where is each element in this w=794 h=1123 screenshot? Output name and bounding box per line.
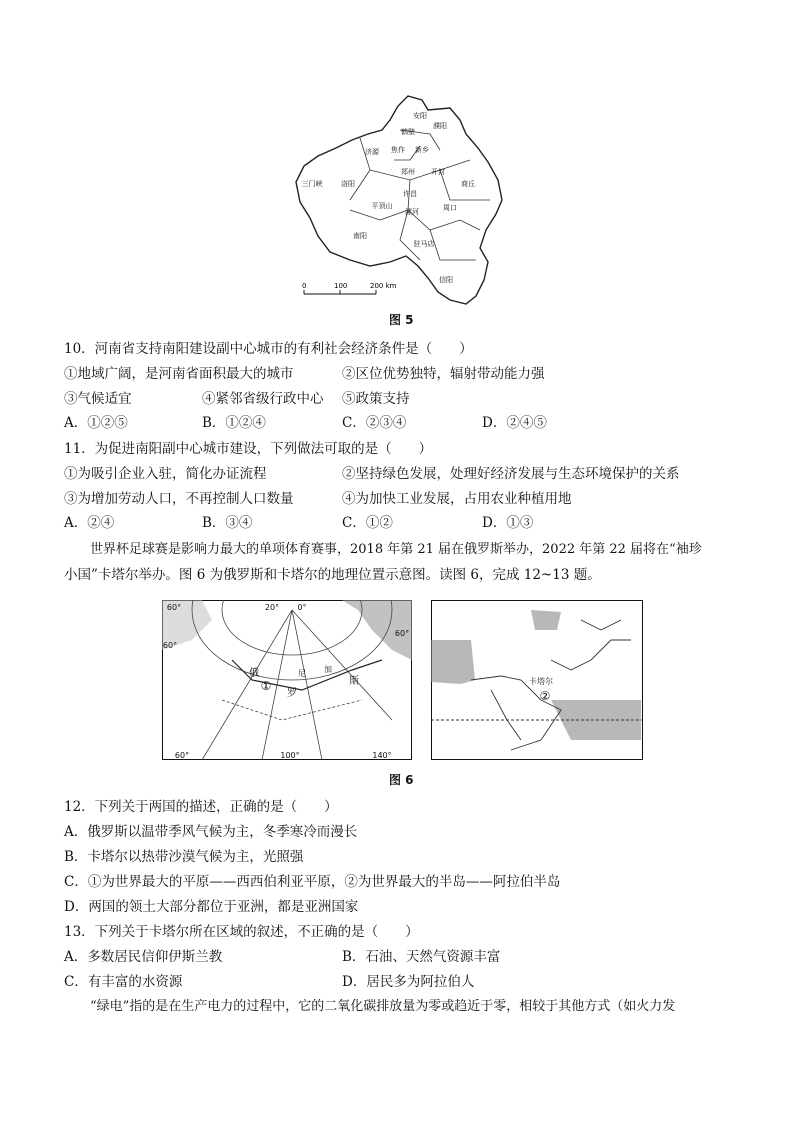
- city-label: 南阳: [353, 232, 367, 240]
- city-label: 商丘: [461, 180, 475, 188]
- scale-bar: [302, 282, 397, 294]
- q13-stem: 13．下列关于卡塔尔所在区域的叙述，不正确的是（ ）: [64, 924, 419, 940]
- svg-text:200 km: 200 km: [370, 282, 397, 290]
- q12-stem: 12．下列关于两国的描述，正确的是（ ）: [64, 799, 338, 815]
- q11-option-2: ②坚持绿色发展，处理好经济发展与生态环境保护的关系: [342, 466, 680, 482]
- svg-text:60°: 60°: [174, 751, 190, 760]
- city-label: 漯河: [405, 208, 419, 216]
- q13-choice-c[interactable]: C．有丰富的水资源: [64, 974, 183, 990]
- q11-stem: 11．为促进南阳副中心城市建设，下列做法可取的是（ ）: [64, 441, 433, 457]
- q12-choice-d[interactable]: D．两国的领土大部分都位于亚洲，都是亚洲国家: [64, 899, 359, 915]
- green-power-line-1: “绿电”指的是在生产电力的过程中，它的二氧化碳排放量为零或趋近于零，相较于其他方式（如火力发: [90, 999, 676, 1014]
- q13-choice-a[interactable]: A．多数居民信仰伊斯兰教: [64, 949, 223, 965]
- qatar-map: [431, 600, 643, 760]
- q10-choice-c[interactable]: C．②③④: [342, 415, 407, 431]
- q11-option-4: ④为加快工业发展，占用农业种植用地: [342, 491, 572, 507]
- city-label: 济源: [365, 148, 379, 156]
- q11-option-1: ①为吸引企业入驻，简化办证流程: [64, 466, 267, 482]
- q10-option-5: ⑤政策支持: [342, 391, 410, 407]
- city-label: 洛阳: [341, 180, 355, 188]
- q10-stem: 10．河南省支持南阳建设副中心城市的有利社会经济条件是（ ）: [64, 341, 473, 357]
- city-label: 鹤壁: [401, 128, 415, 136]
- russia-map: [162, 600, 412, 760]
- svg-text:140°: 140°: [372, 751, 392, 760]
- q12-choice-a[interactable]: A．俄罗斯以温带季风气候为主，冬季寒冷而漫长: [64, 824, 358, 840]
- q11-choice-c[interactable]: C．①②: [342, 515, 393, 531]
- q12-choice-c[interactable]: C．①为世界最大的平原——西西伯利亚平原，②为世界最大的半岛——阿拉伯半岛: [64, 874, 561, 890]
- city-label: 信阳: [439, 276, 453, 284]
- q11-choice-a[interactable]: A．②④: [64, 515, 115, 531]
- q11-choice-b[interactable]: B．③④: [202, 515, 253, 531]
- q10-option-4: ④紧邻省级行政中心: [202, 391, 324, 407]
- city-label: 周口: [443, 204, 457, 212]
- city-label: 郑州: [401, 168, 415, 176]
- intro-line-1: 世界杯足球赛是影响力最大的单项体育赛事，2018 年第 21 届在俄罗斯举办，2022 年第 22 届将在“袖珍: [90, 542, 702, 557]
- city-label: 平顶山: [371, 202, 393, 210]
- q11-choice-d[interactable]: D．①③: [482, 515, 534, 531]
- intro-line-2: 小国”卡塔尔举办。图 6 为俄罗斯和卡塔尔的地理位置示意图。读图 6，完成 12~13 题。: [64, 567, 601, 583]
- q10-choice-d[interactable]: D．②④⑤: [482, 415, 547, 431]
- q13-choice-d[interactable]: D．居民多为阿拉伯人: [342, 974, 475, 990]
- figure-5-caption: 图 5: [389, 313, 414, 327]
- city-label: 驻马店: [413, 240, 435, 248]
- city-label: 开封: [431, 168, 445, 176]
- city-label: 三门峡: [301, 180, 323, 188]
- henan-map: [290, 90, 510, 312]
- q10-choice-b[interactable]: B．①②④: [202, 415, 266, 431]
- svg-text:60°: 60°: [166, 603, 182, 612]
- marker-2: ②: [539, 689, 551, 703]
- city-label: 焦作: [391, 146, 405, 154]
- svg-text:0: 0: [302, 282, 307, 290]
- city-label: 许昌: [403, 190, 417, 198]
- city-label: 濮阳: [433, 122, 447, 130]
- q10-option-1: ①地域广阔，是河南省面积最大的城市: [64, 366, 294, 382]
- city-label: 安阳: [413, 112, 427, 120]
- q13-choice-b[interactable]: B．石油、天然气资源丰富: [342, 949, 501, 965]
- q10-option-3: ③气候适宜: [64, 391, 132, 407]
- svg-text:100°: 100°: [280, 751, 300, 760]
- city-label: 新乡: [415, 146, 429, 154]
- svg-text:尼: 尼: [298, 669, 306, 678]
- svg-text:俄: 俄: [249, 668, 259, 679]
- q10-option-2: ②区位优势独特，辐射带动能力强: [342, 366, 545, 382]
- q12-choice-b[interactable]: B．卡塔尔以热带沙漠气候为主，光照强: [64, 849, 304, 865]
- svg-text:0°: 0°: [297, 603, 307, 612]
- svg-text:罗: 罗: [287, 688, 297, 699]
- svg-text:60°: 60°: [162, 641, 178, 650]
- svg-text:加: 加: [324, 665, 332, 674]
- q10-choice-a[interactable]: A．①②⑤: [64, 415, 128, 431]
- q11-option-3: ③为增加劳动人口，不再控制人口数量: [64, 491, 294, 507]
- marker-1: ①: [260, 679, 272, 693]
- figure-6-caption: 图 6: [389, 773, 414, 787]
- svg-text:60°: 60°: [394, 629, 410, 638]
- svg-text:100: 100: [334, 282, 348, 290]
- svg-text:20°: 20°: [264, 603, 280, 612]
- svg-text:斯: 斯: [349, 676, 359, 687]
- qatar-label: 卡塔尔: [529, 677, 553, 686]
